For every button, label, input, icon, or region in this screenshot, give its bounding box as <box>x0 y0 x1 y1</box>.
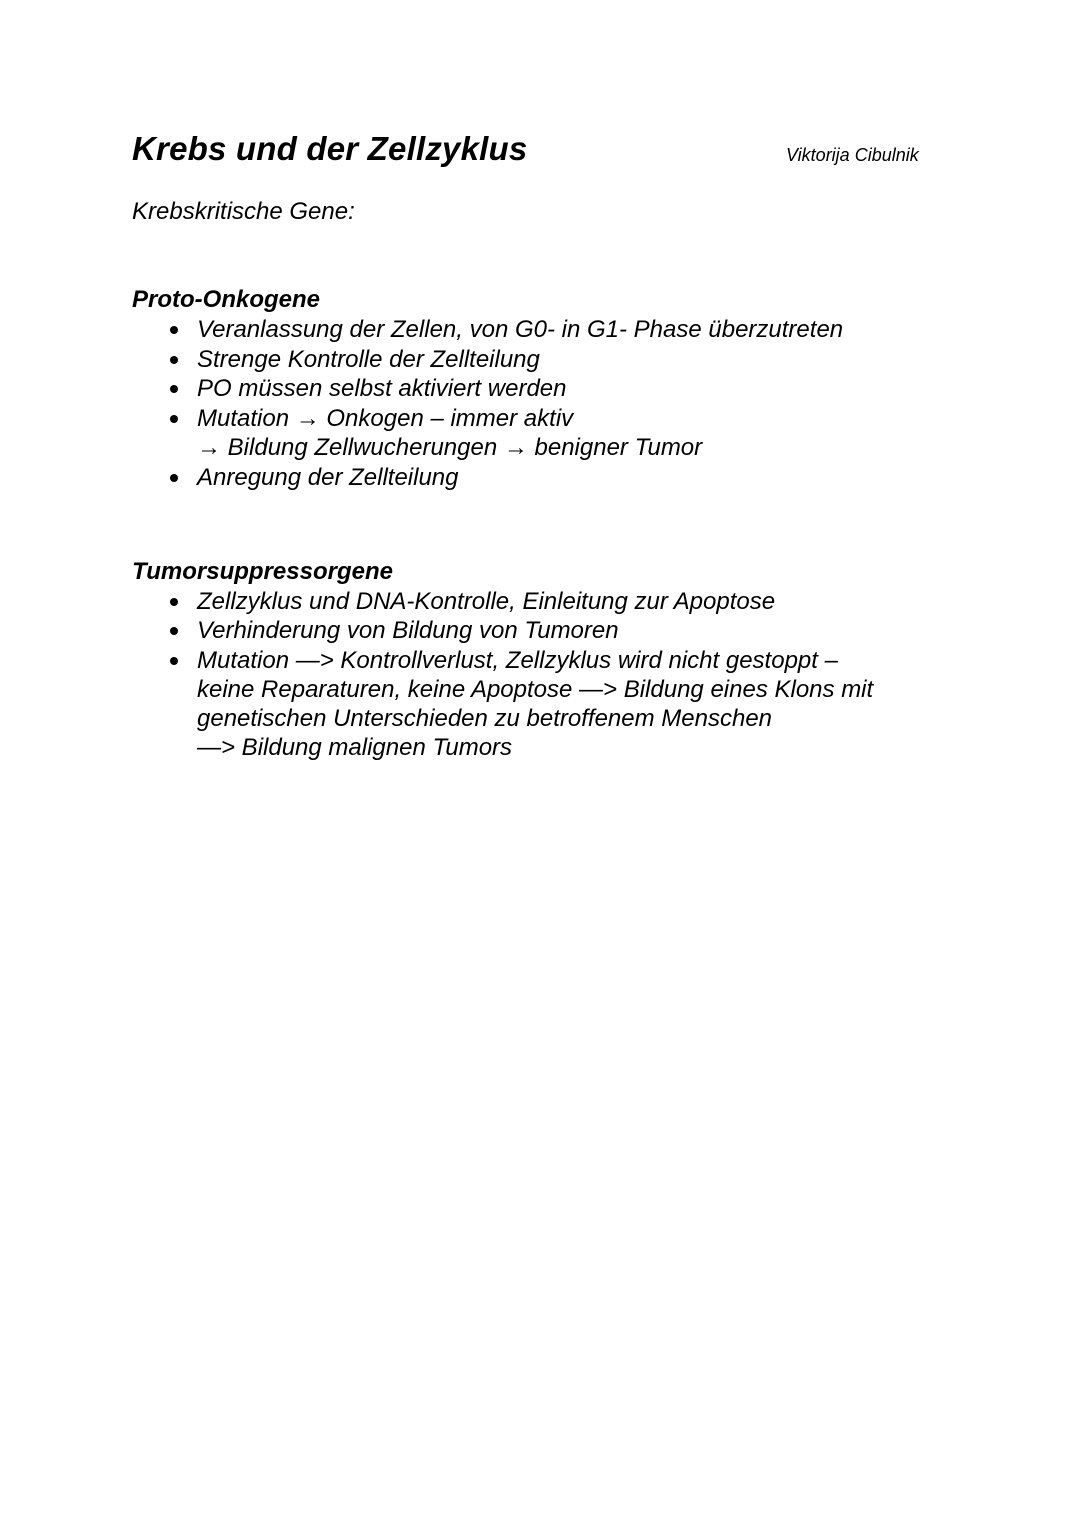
list-item-text: —> Bildung malignen Tumors <box>197 734 513 762</box>
list-item <box>132 345 952 375</box>
intro-text: Krebskritische Gene: <box>132 198 355 225</box>
bullet-icon <box>170 474 178 482</box>
list-item-text: genetischen Unterschieden zu betroffenem Menschen <box>197 705 773 733</box>
bullet-icon <box>170 385 178 393</box>
list-item-text: Veranlassung der Zellen, von G0- in G1- Phase überzutreten <box>197 316 844 343</box>
list-item-text: PO müssen selbst aktiviert werden <box>197 375 567 402</box>
bullet-icon <box>170 326 178 334</box>
list-item <box>132 374 952 404</box>
list-item <box>132 616 952 645</box>
section-proto-onkogene <box>132 285 952 492</box>
list-item <box>132 463 952 493</box>
list-item-text: Mutation → Onkogen – immer aktiv <box>197 404 574 432</box>
bullet-list <box>132 587 952 763</box>
list-item-text: Strenge Kontrolle der Zellteilung <box>197 345 540 373</box>
list-item-text: Mutation —> Kontrollverlust, Zellzyklus wird nicht gestoppt – <box>197 646 838 674</box>
bullet-icon <box>170 627 178 635</box>
bullet-icon <box>170 598 178 606</box>
bullet-icon <box>170 415 178 423</box>
list-item-text: keine Reparaturen, keine Apoptose —> Bildung eines Klons mit <box>197 675 874 703</box>
list-item-text: Zellzyklus und DNA-Kontrolle, Einleitung zur Apoptose <box>197 588 776 615</box>
document-title: Krebs und der Zellzyklus <box>132 130 528 167</box>
section-heading: Tumorsuppressorgene <box>132 558 393 585</box>
section-heading: Proto-Onkogene <box>132 286 321 313</box>
bullet-list <box>132 315 952 492</box>
author-name: Viktorija Cibulnik <box>786 145 919 165</box>
list-item-text: → Bildung Zellwucherungen → benigner Tumor <box>197 434 703 461</box>
list-item <box>132 404 952 463</box>
bullet-icon <box>170 356 178 364</box>
list-item <box>132 587 952 616</box>
list-item <box>132 315 952 345</box>
bullet-icon <box>170 657 178 665</box>
list-item-text: Verhinderung von Bildung von Tumoren <box>197 617 619 645</box>
list-item-text: Anregung der Zellteilung <box>197 463 459 491</box>
section-tumorsuppressorgene <box>132 557 952 763</box>
list-item <box>132 646 952 763</box>
